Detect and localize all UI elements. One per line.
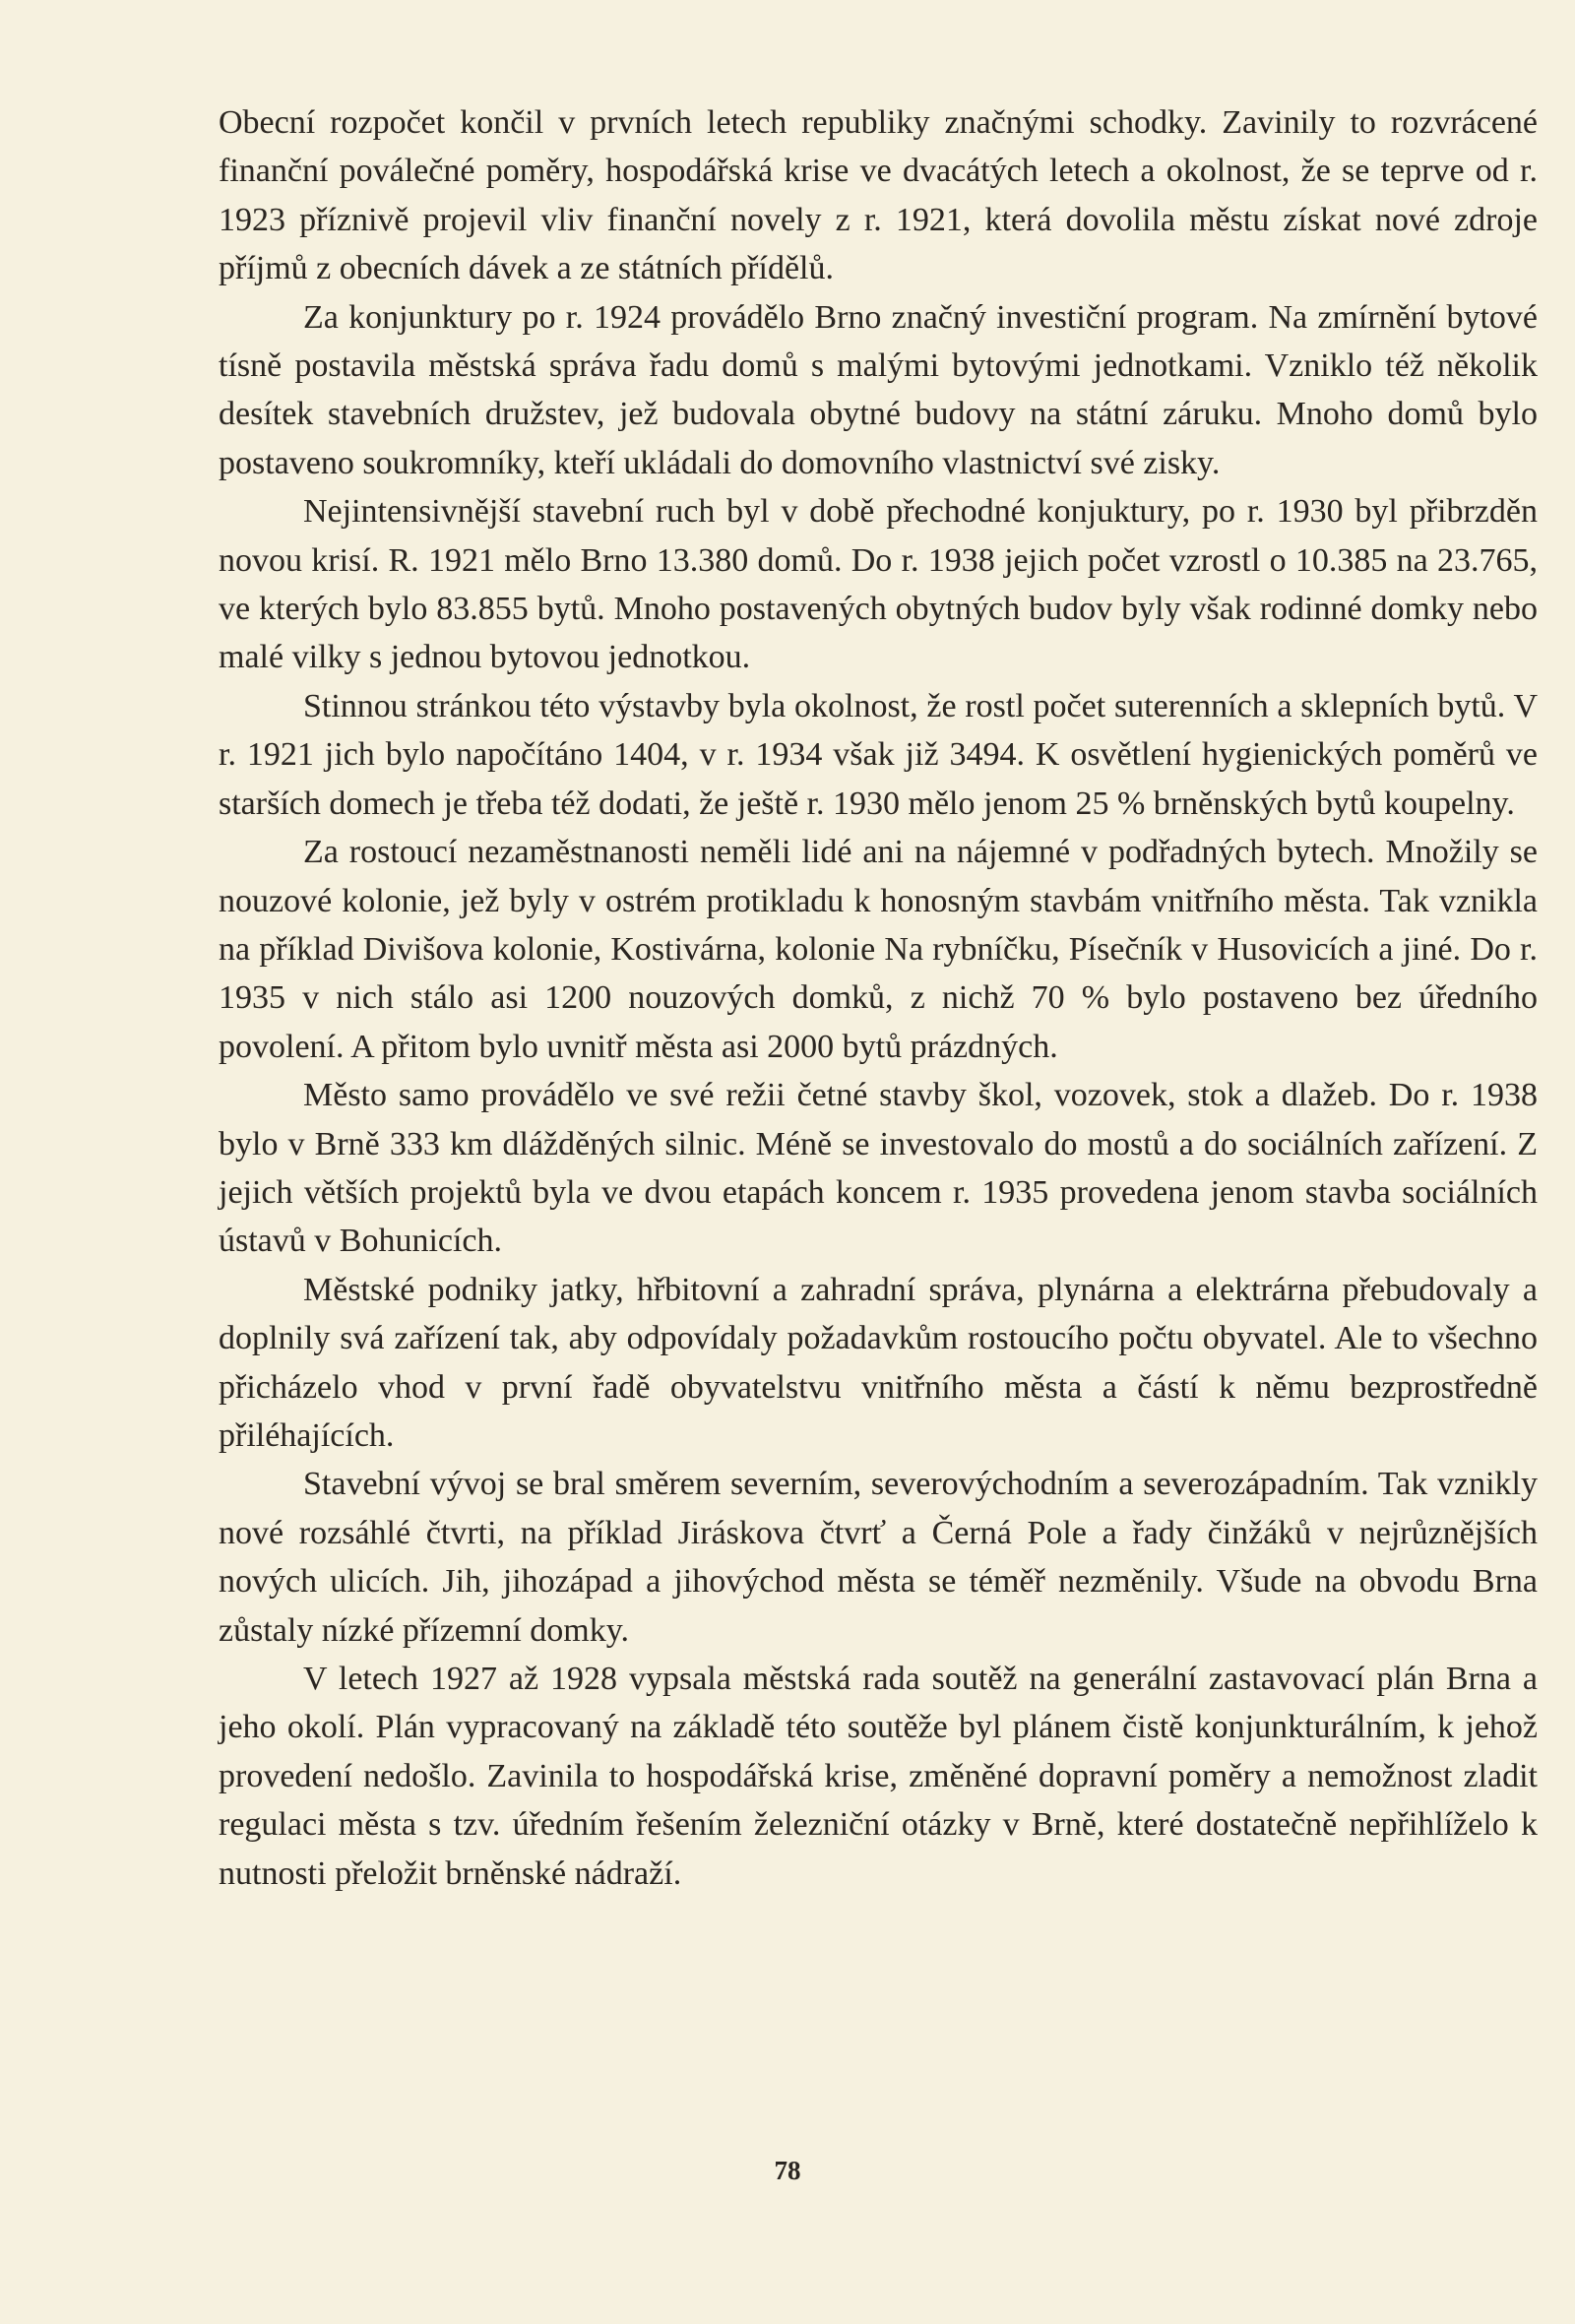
paragraph-2: Za konjunktury po r. 1924 provádělo Brno značný investiční program. Na zmírnění bytové tísně postavila městská správa řadu domů s malými bytovými jednotkami. Vzniklo též několik desítek stavebních družstev, jež budovala obytné budovy na státní záruku. Mnoho domů bylo postaveno soukromníky, kteří ukládali do domovního vlastnictví své zisky.	[219, 298, 1538, 481]
paragraph-8: Stavební vývoj se bral směrem severním, severovýchodním a severozápadním. Tak vznikly nové rozsáhlé čtvrti, na příklad Jiráskova čtvrť a Černá Pole a řady činžáků v nejrůznějších nových ulicích. Jih, jihozápad a jihovýchod města se téměř nezměnily. Všude na obvodu Brna zůstaly nízké přízemní domky.	[219, 1466, 1538, 1649]
paragraph-3: Nejintensivnější stavební ruch byl v době přechodné konjuktury, po r. 1930 byl přibrzděn novou krisí. R. 1921 mělo Brno 13.380 domů. Do r. 1938 jejich počet vzrostl o 10.385 na 23.765, ve kterých bylo 83.855 bytů. Mnoho postavených obytných budov byly však rodinné domky nebo malé vilky s jednou bytovou jednotkou.	[219, 493, 1538, 676]
paragraph-1: Obecní rozpočet končil v prvních letech republiky značnými schodky. Zavinily to rozvrácené finanční poválečné poměry, hospodářská krise ve dvacátých letech a okolnost, že se teprve od r. 1923 příznivě projevil vliv finanční novely z r. 1921, která dovolila městu získat nové zdroje příjmů z obecních dávek a ze státních přídělů.	[219, 104, 1538, 287]
page-number: 78	[774, 2156, 801, 2185]
paragraph-7: Městské podniky jatky, hřbitovní a zahradní správa, plynárna a elektrárna přebudovaly a doplnily svá zařízení tak, aby odpovídaly požadavkům rostoucího počtu obyvatel. Ale to všechno přicházelo vhod v první řadě obyvatelstvu vnitřního města a částí k němu bezprostředně přiléhajících.	[219, 1271, 1538, 1454]
paragraph-4: Stinnou stránkou této výstavby byla okolnost, že rostl počet suterenních a sklepních bytů. V r. 1921 jich bylo napočítáno 1404, v r. 1934 však již 3494. K osvětlení hygienických poměrů ve starších domech je třeba též dodati, že ještě r. 1930 mělo jenom 25 % brněnských bytů koupelny.	[219, 687, 1538, 822]
paragraph-6: Město samo provádělo ve své režii četné stavby škol, vozovek, stok a dlažeb. Do r. 1938 bylo v Brně 333 km dlážděných silnic. Méně se investovalo do mostů a do sociálních zařízení. Z jejich větších projektů byla ve dvou etapách koncem r. 1935 provedena jenom stavba sociálních ústavů v Bohunicích.	[219, 1077, 1538, 1260]
body-text	[219, 98, 1538, 1898]
paragraph-9: V letech 1927 až 1928 vypsala městská rada soutěž na generální zastavovací plán Brna a jeho okolí. Plán vypracovaný na základě této soutěže byl plánem čistě konjunkturálním, k jehož provedení nedošlo. Zavinila to hospodářská krise, změněné dopravní poměry a nemožnost zladit regulaci města s tzv. úředním řešením železniční otázky v Brně, které dostatečně nepřihlíželo k nutnosti přeložit brněnské nádraží.	[219, 1661, 1538, 1892]
paragraph-5: Za rostoucí nezaměstnanosti neměli lidé ani na nájemné v podřadných bytech. Množily se nouzové kolonie, jež byly v ostrém protikladu k honosným stavbám vnitřního města. Tak vznikla na příklad Divišova kolonie, Kostivárna, kolonie Na rybníčku, Písečník v Husovicích a jiné. Do r. 1935 v nich stálo asi 1200 nouzových domků, z nichž 70 % bylo postaveno bez úředního povolení. A přitom bylo uvnitř města asi 2000 bytů prázdných.	[219, 834, 1538, 1065]
